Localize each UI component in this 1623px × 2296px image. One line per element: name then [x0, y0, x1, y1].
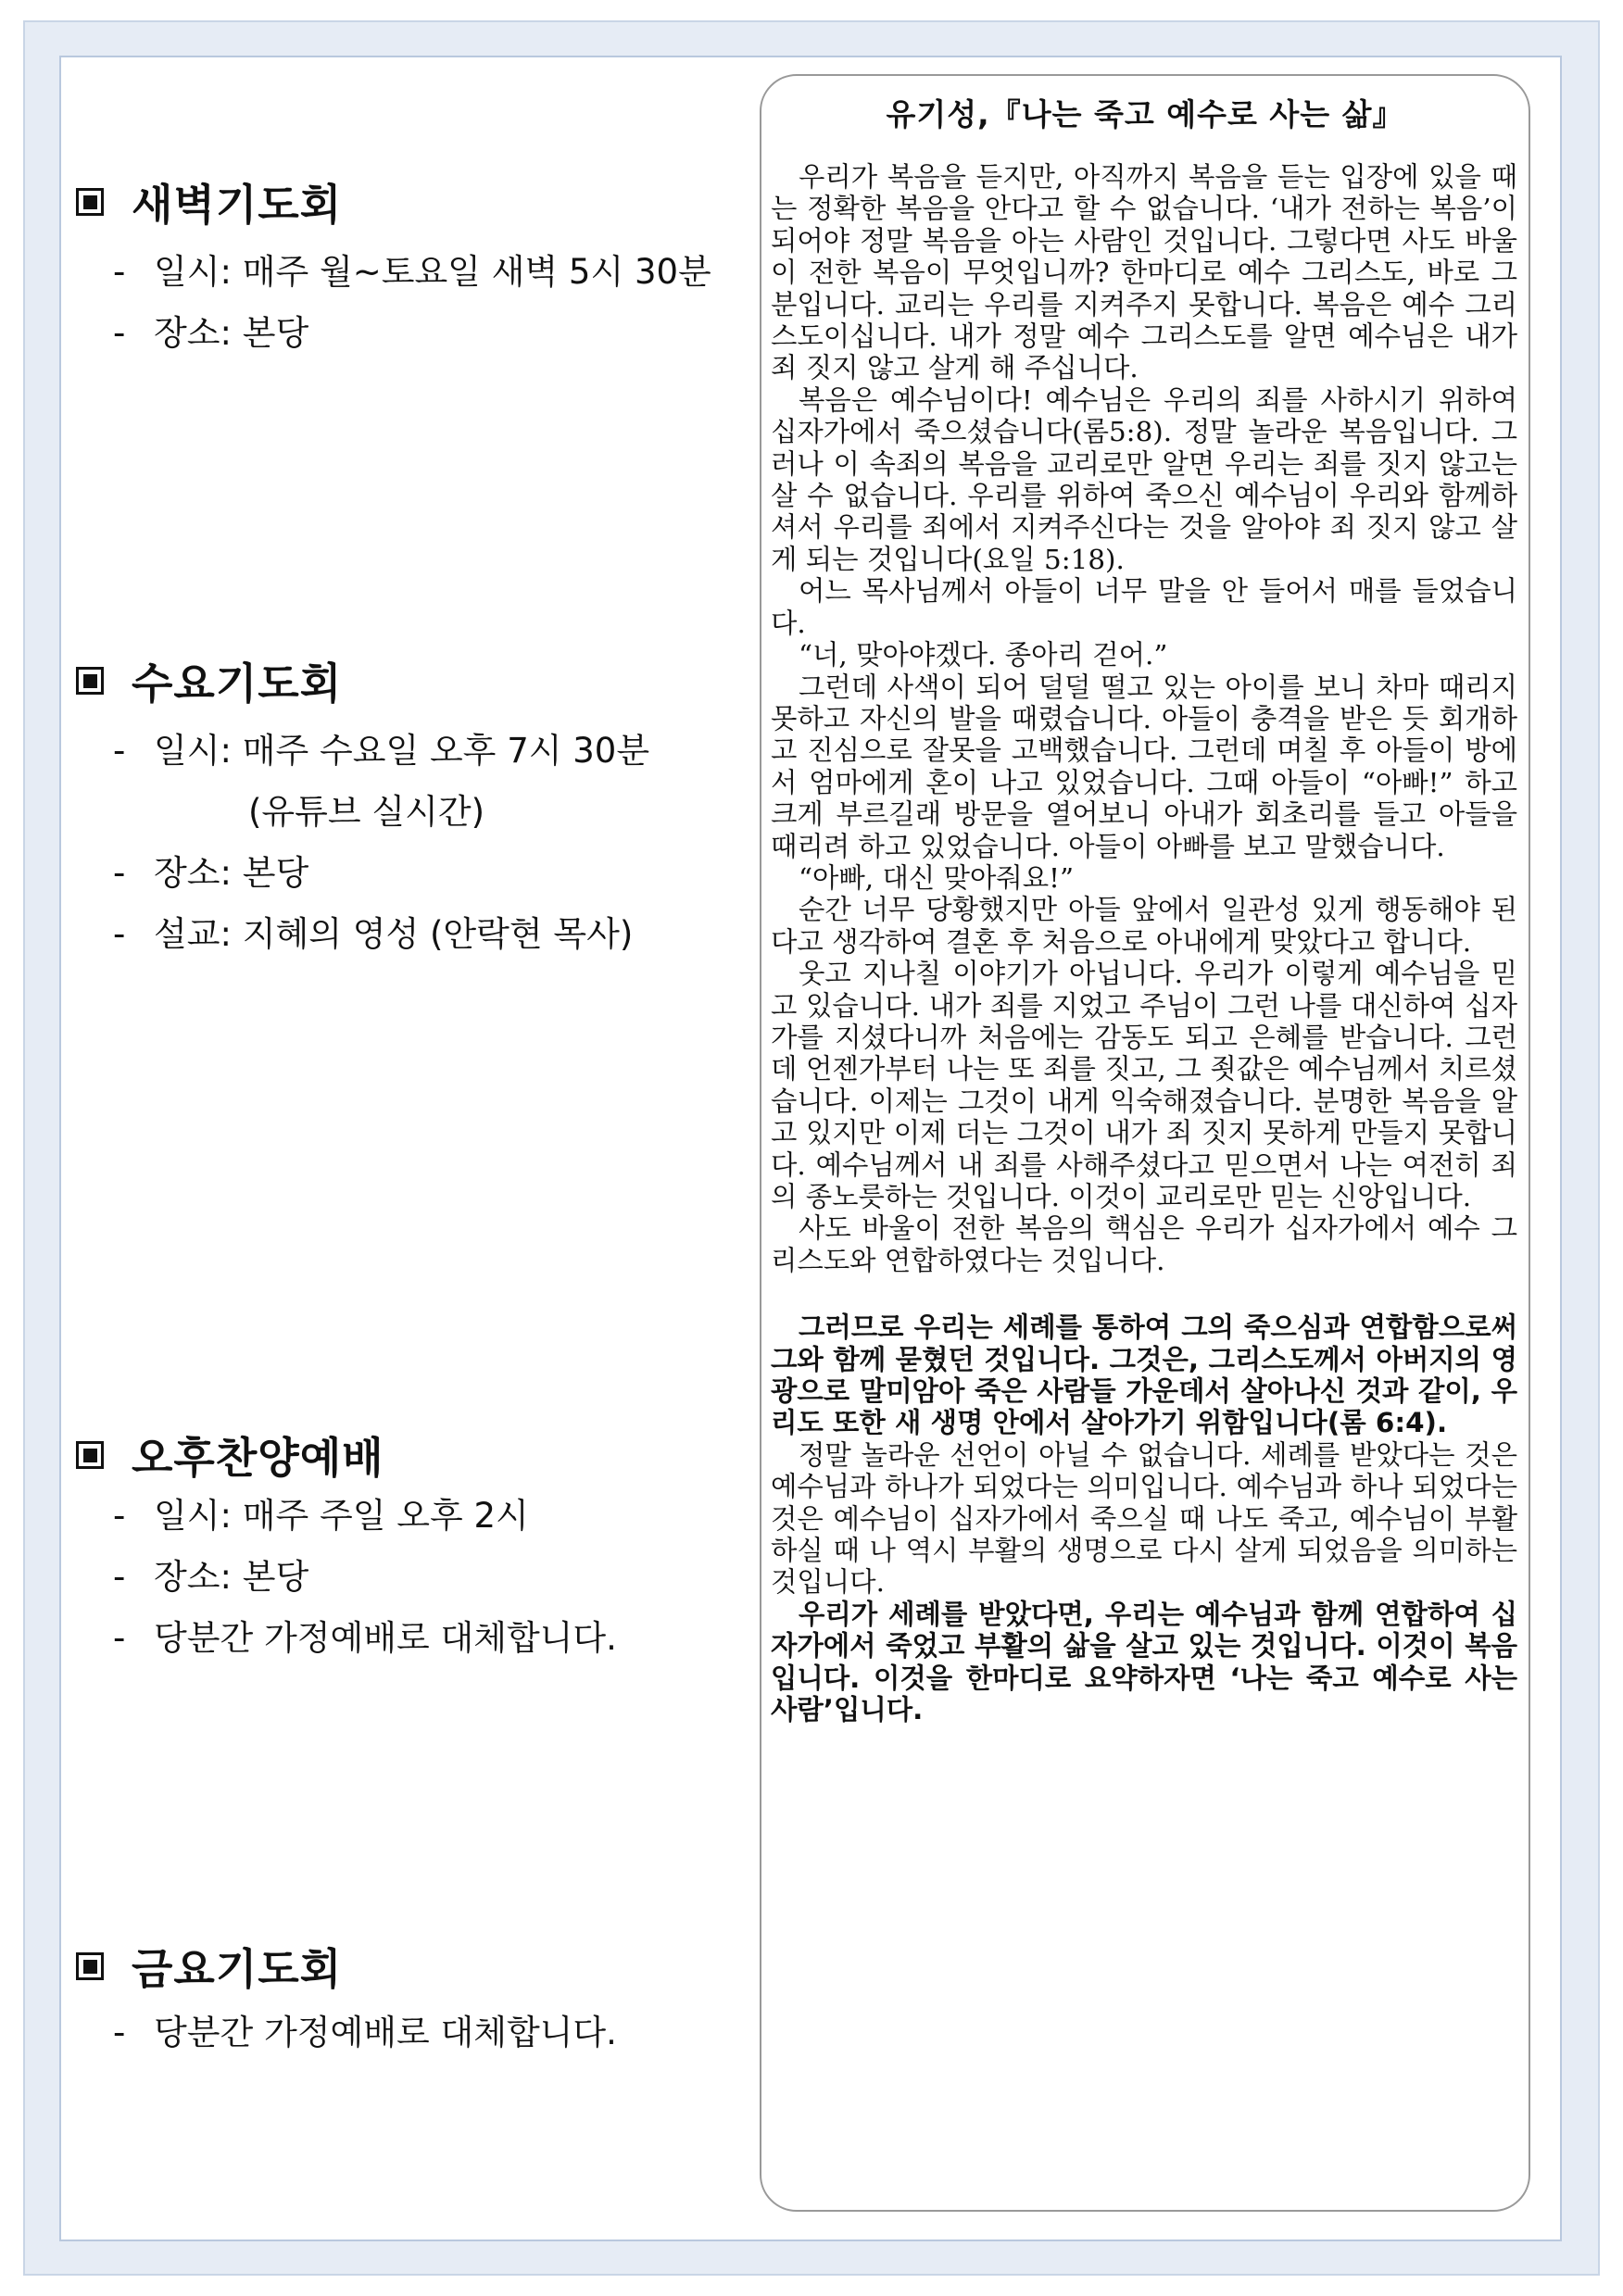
info-line: - 일시: 매주 수요일 오후 7시 30분 [113, 731, 650, 771]
article-paragraph: 웃고 지나칠 이야기가 아닙니다. 우리가 이렇게 예수님을 믿고 있습니다. 내가 죄를 지었고 주님이 그런 나를 대신하여 십자가를 지셨다니까 처음에는 감동도 되고 은혜를 받습니다. 그런데 언젠가부터 나는 또 죄를 짓고, 그 죗값은 예수님께서 치르셨습니다. 이제는 그것이 내게 익숙해졌습니다. 분명한 복음을 알고 있지만 이제 더는 그것이 내가 죄 짓지 못하게 만들지 못합니다. 예수님께서 내 죄를 사해주셨다고 믿으면서 나는 여전히 죄의 종노릇하는 것입니다. 이것이 교리로만 믿는 신앙입니다. [771, 958, 1517, 1212]
article-paragraph: “너, 맞아야겠다. 종아리 걷어.” [799, 639, 1168, 671]
square-bullet-icon [76, 1441, 104, 1469]
info-line: - 당분간 가정예배로 대체합니다. [113, 1618, 617, 1658]
info-line: - 일시: 매주 월~토요일 새벽 5시 30분 [113, 252, 711, 292]
section-title [76, 169, 743, 234]
square-bullet-icon [76, 1952, 104, 1980]
info-text: 장소: 본당 [154, 1557, 309, 1597]
info-text: 일시: 매주 주일 오후 2시 [154, 1496, 529, 1536]
section-dawn-prayer [76, 169, 743, 364]
info-text: 당분간 가정예배로 대체합니다. [154, 2013, 617, 2052]
info-text: 당분간 가정예배로 대체합니다. [154, 1618, 617, 1658]
article-paragraph: 우리가 복음을 듣지만, 아직까지 복음을 듣는 입장에 있을 때는 정확한 복음을 안다고 할 수 없습니다. ‘내가 전하는 복음’이 되어야 정말 복음을 아는 사람인 것입니다. 그렇다면 사도 바울이 전한 복음이 무엇입니까? 한마디로 예수 그리스도, 바로 그분입니다. 교리는 우리를 지켜주지 못합니다. 복음은 예수 그리스도이십니다. 내가 정말 예수 그리스도를 알면 예수님은 내가 죄 짓지 않고 살게 해 주십니다. [771, 161, 1517, 384]
section-afternoon-worship [76, 1423, 743, 1669]
section-title-text: 수요기도회 [132, 659, 343, 709]
section-title-text: 오후찬양예배 [132, 1433, 384, 1483]
article-body [771, 161, 1517, 1726]
section-wednesday-prayer [76, 648, 743, 965]
schedule-column [76, 0, 743, 2223]
info-text: 일시: 매주 월~토요일 새벽 5시 30분 [154, 252, 711, 292]
square-bullet-icon [76, 667, 104, 695]
info-text: (유튜브 실시간) [248, 792, 485, 832]
article-paragraph: 어느 목사님께서 아들이 너무 말을 안 들어서 매를 들었습니다. [771, 575, 1517, 639]
article-conclusion: 우리가 세례를 받았다면, 우리는 예수님과 함께 연합하여 십자가에서 죽었고 부활의 삶을 살고 있는 것입니다. 이것이 복음입니다. 이것을 한마디로 요약하자면 ‘나는 죽고 예수로 사는 사람’입니다. [771, 1598, 1517, 1726]
article-paragraph: 정말 놀라운 선언이 아닐 수 없습니다. 세례를 받았다는 것은 예수님과 하나가 되었다는 의미입니다. 예수님과 하나 되었다는 것은 예수님이 십자가에서 죽으실 때 나도 죽고, 예수님이 부활하실 때 나 역시 부활의 생명으로 다시 살게 되었음을 의미하는 것입니다. [771, 1438, 1517, 1599]
article-title: 유기성,『나는 죽고 예수로 사는 삶』 [886, 96, 1404, 132]
article-paragraph: 순간 너무 당황했지만 아들 앞에서 일관성 있게 행동해야 된다고 생각하여 결혼 후 처음으로 아내에게 맞았다고 합니다. [771, 894, 1517, 958]
info-line: - 당분간 가정예배로 대체합니다. [113, 2013, 617, 2052]
info-line: - 장소: 본당 [113, 313, 309, 353]
section-friday-prayer [76, 1934, 743, 2064]
article-paragraph: “아빠, 대신 맞아줘요!” [799, 861, 1075, 894]
info-text: 일시: 매주 수요일 오후 7시 30분 [154, 731, 650, 771]
section-title-text: 금요기도회 [132, 1944, 343, 1994]
info-text: 설교: 지혜의 영성 (안락현 목사) [154, 914, 634, 954]
info-line: - 일시: 매주 주일 오후 2시 [113, 1496, 529, 1536]
article-paragraph: 복음은 예수님이다! 예수님은 우리의 죄를 사하시기 위하여 십자가에서 죽으셨습니다(롬5:8). 정말 놀라운 복음입니다. 그러나 이 속죄의 복음을 교리로만 알면 우리는 죄를 짓지 않고는 살 수 없습니다. 우리를 위하여 죽으신 예수님이 우리와 함께하셔서 우리를 죄에서 지켜주신다는 것을 알아야 죄 짓지 않고 살게 되는 것입니다(요일 5:18). [771, 383, 1517, 575]
section-title [76, 1934, 743, 1999]
section-title-text: 새벽기도회 [132, 180, 343, 230]
info-line: - 장소: 본당 [113, 1557, 309, 1597]
sermon-excerpt-box [760, 74, 1530, 2212]
scripture-quote: 그러므로 우리는 세례를 통하여 그의 죽으심과 연합함으로써 그와 함께 묻혔던 것입니다. 그것은, 그리스도께서 아버지의 영광으로 말미암아 죽은 사람들 가운데서 살아나신 것과 같이, 우리도 또한 새 생명 안에서 살아가기 위함입니다(롬 6:4). [771, 1311, 1517, 1439]
article-paragraph: 그런데 사색이 되어 덜덜 떨고 있는 아이를 보니 차마 때리지 못하고 자신의 발을 때렸습니다. 아들이 충격을 받은 듯 회개하고 진심으로 잘못을 고백했습니다. 그런데 며칠 후 아들이 방에서 엄마에게 혼이 나고 있었습니다. 그때 아들이 “아빠!” 하고 크게 부르길래 방문을 열어보니 아내가 회초리를 들고 아들을 때리려 하고 있었습니다. 아들이 아빠를 보고 말했습니다. [771, 671, 1517, 862]
paragraph-gap [771, 1276, 1517, 1311]
info-line: - 장소: 본당 [113, 853, 309, 893]
section-title [76, 1423, 743, 1487]
info-text: 장소: 본당 [154, 313, 309, 353]
info-line: - 설교: 지혜의 영성 (안락현 목사) [113, 914, 634, 954]
info-text: 장소: 본당 [154, 853, 309, 893]
info-line [76, 782, 743, 843]
article-paragraph: 사도 바울이 전한 복음의 핵심은 우리가 십자가에서 예수 그리스도와 연합하였다는 것입니다. [771, 1212, 1517, 1276]
square-bullet-icon [76, 188, 104, 216]
section-title [76, 648, 743, 713]
